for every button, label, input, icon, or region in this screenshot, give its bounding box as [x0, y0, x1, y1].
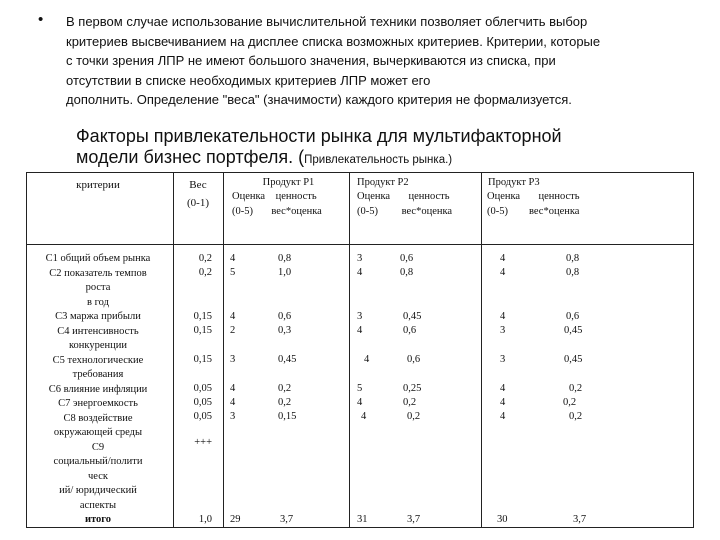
criterion-total: итого: [84, 514, 112, 525]
header-p1-sub2: (0-5) вес*оценка: [232, 206, 322, 217]
header-p2-sub1: Оценка ценность: [357, 191, 450, 202]
weight-c4: 0,15: [193, 325, 212, 336]
p3-value: 0,45: [564, 354, 583, 365]
p1-score-total: 29: [230, 514, 241, 525]
table-header-divider: [26, 244, 694, 245]
paragraph-line: критериев высвечиванием на дисплее списка возможных критериев. Критерии, которые: [66, 33, 601, 49]
p2-score: 3: [357, 253, 363, 264]
p1-value: 0,2: [278, 383, 292, 394]
criterion-c4: С4 интенсивность: [57, 325, 139, 337]
p1-value: 0,3: [278, 325, 292, 336]
p2-value: 0,2: [403, 397, 417, 408]
paragraph-line: дополнить. Определение "веса" (значимости) каждого критерия не формализуется.: [66, 92, 572, 107]
p1-value: 0,15: [278, 411, 297, 422]
header-p1-sub1: Оценка ценность: [232, 191, 317, 202]
p3-score: 4: [500, 253, 506, 264]
criterion-c8-cont: окружающей среды: [53, 427, 143, 438]
weight-c1: 0,2: [198, 253, 212, 264]
p2-value: 0,6: [403, 325, 417, 336]
criterion-c9-cont: аспекты: [79, 499, 117, 511]
p1-score: 4: [230, 311, 236, 322]
p3-score-total: 30: [497, 514, 508, 525]
p1-value: 0,8: [278, 253, 292, 264]
table-divider: [223, 172, 224, 528]
p2-score-total: 31: [357, 514, 368, 525]
paragraph-line: отсутствии в списке необходимых критериев ЛПР может его: [66, 72, 431, 88]
p2-score: 5: [357, 383, 363, 394]
p1-value: 1,0: [278, 267, 292, 278]
p3-score: 4: [500, 267, 506, 278]
p2-score: 3: [357, 311, 363, 322]
header-criteria: критерии: [76, 179, 120, 191]
header-p3-sub1: Оценка ценность: [487, 191, 580, 202]
p1-value: 0,2: [278, 397, 292, 408]
criterion-c2-cont: в год: [87, 296, 109, 308]
p1-score: 4: [230, 397, 236, 408]
p3-score: 3: [500, 325, 506, 336]
p2-value: 0,6: [400, 253, 414, 264]
table-border-top: [26, 172, 694, 173]
p3-value: 0,2: [569, 411, 583, 422]
p2-score: 4: [357, 397, 363, 408]
p3-value: 0,6: [566, 311, 580, 322]
p1-value-total: 3,7: [280, 514, 294, 525]
weight-c2: 0,2: [198, 267, 212, 278]
paragraph-line: В первом случае использование вычислительной техники позволяет облегчить выбор: [66, 14, 588, 29]
p3-value-total: 3,7: [573, 514, 587, 525]
heading-line-2-small: Привлекательность рынка.): [304, 154, 453, 166]
header-weight-range: (0-1): [187, 197, 209, 209]
criteria-table: [26, 172, 694, 528]
p1-value: 0,45: [278, 354, 297, 365]
p2-value: 0,6: [407, 354, 421, 365]
criterion-c9-cont: социальный/полити: [53, 456, 143, 467]
bullet-marker: •: [38, 11, 44, 28]
criterion-c2: С2 показатель темпов: [49, 267, 147, 279]
p1-score: 3: [230, 411, 236, 422]
table-border-left: [26, 172, 27, 528]
p2-value: 0,45: [403, 311, 422, 322]
weight-c3: 0,15: [193, 311, 212, 322]
p1-score: 4: [230, 383, 236, 394]
weight-c5: 0,15: [193, 354, 212, 365]
table-heading: [76, 126, 676, 171]
p3-score: 3: [500, 354, 506, 365]
table-divider: [173, 172, 174, 528]
p1-value: 0,6: [278, 311, 292, 322]
criterion-c6: С6 влияние инфляции: [48, 383, 148, 395]
table-divider: [481, 172, 482, 528]
intro-paragraph: [66, 12, 706, 110]
heading-line-1: Факторы привлекательности рынка для мультифакторной: [76, 126, 562, 146]
table-border-right: [693, 172, 694, 528]
criterion-c8: С8 воздействие: [63, 412, 133, 424]
p1-score: 3: [230, 354, 236, 365]
p2-score: 4: [357, 325, 363, 336]
heading-line-2: [76, 147, 676, 171]
heading-line-2-main: модели бизнес портфеля. (: [76, 147, 305, 167]
criterion-c9: С9: [91, 441, 105, 453]
table-divider: [349, 172, 350, 528]
weight-c9: +++: [194, 437, 212, 448]
criterion-c3: С3 маржа прибыли: [55, 311, 141, 322]
criterion-c9-cont: ческ: [88, 470, 108, 482]
weight-c7: 0,05: [193, 397, 212, 408]
p1-score: 2: [230, 325, 236, 336]
p3-score: 4: [500, 311, 506, 322]
p3-value: 0,2: [569, 383, 583, 394]
criterion-c1: С1 общий объем рынка: [45, 253, 151, 264]
criterion-c2-cont: роста: [85, 282, 111, 293]
p2-score: 4: [364, 354, 370, 365]
p2-value: 0,25: [403, 383, 422, 394]
p2-value-total: 3,7: [407, 514, 421, 525]
criterion-c9-cont: ий/ юридический: [59, 485, 137, 496]
header-p3-sub2: (0-5) вес*оценка: [487, 206, 580, 217]
p2-score: 4: [357, 267, 363, 278]
p3-value: 0,2: [563, 397, 577, 408]
criterion-c5: С5 технологические: [52, 354, 144, 366]
weight-c8: 0,05: [193, 411, 212, 422]
paragraph-line: с точки зрения ЛПР не имеют большого значения, вычеркиваются из списка, при: [66, 53, 556, 68]
p2-value: 0,2: [407, 411, 421, 422]
p3-value: 0,45: [564, 325, 583, 336]
criterion-c5-cont: требования: [72, 369, 124, 380]
p3-score: 4: [500, 383, 506, 394]
header-weight: Вес: [189, 179, 207, 191]
header-product-p1: Продукт Р1: [262, 177, 315, 188]
p3-value: 0,8: [566, 267, 580, 278]
p2-value: 0,8: [400, 267, 414, 278]
p3-value: 0,8: [566, 253, 580, 264]
criterion-c7: С7 энергоемкость: [58, 398, 138, 409]
header-p2-sub2: (0-5) вес*оценка: [357, 206, 453, 217]
weight-total: 1,0: [198, 514, 212, 525]
header-product-p2: Продукт Р2: [357, 177, 409, 188]
criterion-c4-cont: конкуренции: [68, 340, 128, 351]
p2-score: 4: [361, 411, 367, 422]
p1-score: 4: [230, 253, 236, 264]
header-product-p3: Продукт Р3: [488, 177, 540, 188]
p3-score: 4: [500, 411, 506, 422]
p3-score: 4: [500, 397, 506, 408]
p1-score: 5: [230, 267, 236, 278]
weight-c6: 0,05: [193, 383, 212, 394]
